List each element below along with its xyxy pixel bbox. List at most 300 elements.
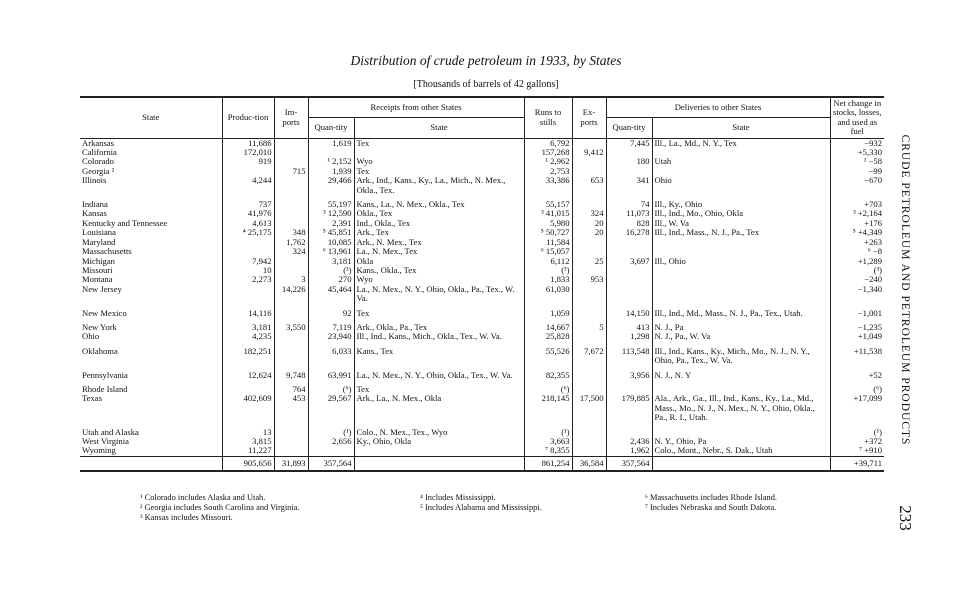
cell-exp: [572, 238, 606, 247]
cell-net: +52: [830, 371, 884, 380]
cell-ds: Ala., Ark., Ga., Ill., Ind., Kans., Ky., La., Md., Mass., Mo., N. J., N. Mex., N. Y., Ohio, Okla., Pa., R. I., Utah.: [652, 394, 830, 422]
running-head: [890, 120, 920, 460]
cell-exp: [572, 332, 606, 341]
cell-runs: 82,355: [524, 371, 572, 380]
cell-runs: 1,059: [524, 309, 572, 318]
running-head-text: CRUDE PETROLEUM AND PETROLEUM PRODUCTS: [899, 134, 911, 446]
cell-rq: 29,567: [308, 394, 354, 422]
cell-dq: 413: [606, 323, 652, 332]
cell-ds: [652, 266, 830, 275]
total-imp: 31,893: [274, 456, 308, 471]
table-row: [80, 209, 884, 218]
cell-exp: [572, 285, 606, 304]
cell-rq: ⁶ 13,961: [308, 247, 354, 256]
cell-prod: [222, 285, 274, 304]
cell-rq: 2,656: [308, 437, 354, 446]
table-row: [80, 167, 884, 176]
table-row: [80, 200, 884, 209]
cell-net: +5,330: [830, 148, 884, 157]
cell-runs: (⁶): [524, 385, 572, 394]
cell-rs: Ark., La., N. Mex., Okla: [354, 394, 524, 422]
cell-net: +1,049: [830, 332, 884, 341]
cell-imp: 14,226: [274, 285, 308, 304]
cell-ds: Ill., Ind., Mo., Ohio, Okla: [652, 209, 830, 218]
table-row: [80, 219, 884, 228]
cell-state: Indiana: [82, 200, 108, 210]
cell-imp: [274, 148, 308, 157]
cell-net: −932: [830, 138, 884, 148]
cell-rs: La., N. Mex., Tex: [354, 247, 524, 256]
cell-runs: (¹): [524, 428, 572, 437]
cell-rs: Colo., N. Mex., Tex., Wyo: [354, 428, 524, 437]
cell-exp: [572, 428, 606, 437]
cell-prod: 41,976: [222, 209, 274, 218]
cell-rq: 1,939: [308, 167, 354, 176]
table-row: [80, 347, 884, 366]
cell-net: (³): [830, 266, 884, 275]
cell-imp: [274, 266, 308, 275]
cell-dq: 1,298: [606, 332, 652, 341]
cell-imp: [274, 157, 308, 166]
cell-imp: 348: [274, 228, 308, 237]
cell-ds: N. J., Pa: [652, 323, 830, 332]
cell-rq: 270: [308, 275, 354, 284]
cell-exp: [572, 266, 606, 275]
cell-imp: [274, 437, 308, 446]
cell-exp: [572, 167, 606, 176]
cell-prod: 4,244: [222, 176, 274, 195]
footnote-5: ⁵ Includes Alabama and Mississippi.: [420, 503, 542, 512]
cell-net: +17,099: [830, 394, 884, 422]
table-row: [80, 332, 884, 341]
cell-prod: 11,227: [222, 446, 274, 456]
cell-dq: 2,436: [606, 437, 652, 446]
cell-rs: Wyo: [354, 157, 524, 166]
cell-exp: 653: [572, 176, 606, 195]
cell-runs: ¹ 2,962: [524, 157, 572, 166]
cell-ds: [652, 275, 830, 284]
footnote-4: ⁴ Includes Mississippi.: [420, 493, 496, 502]
cell-rq: 45,464: [308, 285, 354, 304]
table-row: [80, 394, 884, 422]
cell-prod: 3,181: [222, 323, 274, 332]
cell-prod: 172,010: [222, 148, 274, 157]
cell-dq: [606, 275, 652, 284]
cell-imp: 3,550: [274, 323, 308, 332]
cell-rs: Tex: [354, 167, 524, 176]
cell-runs: 55,157: [524, 200, 572, 209]
cell-ds: Colo., Mont., Nebr., S. Dak., Utah: [652, 446, 830, 456]
cell-state: Wyoming: [82, 446, 116, 456]
footnote-2: ² Georgia includes South Carolina and Virginia.: [140, 503, 300, 512]
cell-rs: Okla: [354, 257, 524, 266]
header-production: Produc-tion: [222, 97, 274, 138]
cell-ds: Ill., Ind., Kans., Ky., Mich., Mo., N. J., N. Y., Ohio, Pa., Tex., W. Va.: [652, 347, 830, 366]
cell-prod: [222, 247, 274, 256]
cell-prod: 11,686: [222, 138, 274, 148]
cell-net: ⁶ −8: [830, 247, 884, 256]
cell-prod: 14,116: [222, 309, 274, 318]
cell-rq: (¹): [308, 428, 354, 437]
cell-runs: 55,526: [524, 347, 572, 366]
cell-prod: 2,273: [222, 275, 274, 284]
cell-exp: 9,412: [572, 148, 606, 157]
table-row: [80, 238, 884, 247]
cell-prod: 12,624: [222, 371, 274, 380]
cell-ds: [652, 167, 830, 176]
cell-ds: Ill., Ky., Ohio: [652, 200, 830, 209]
cell-rs: La., N. Mex., N. Y., Ohio, Okla., Pa., Tex., W. Va.: [354, 285, 524, 304]
cell-dq: [606, 148, 652, 157]
cell-imp: [274, 446, 308, 456]
table-subtitle: [Thousands of barrels of 42 gallons]: [413, 79, 559, 90]
table-row: [80, 446, 884, 456]
cell-rq: 1,619: [308, 138, 354, 148]
cell-exp: 20: [572, 228, 606, 237]
cell-rs: [354, 148, 524, 157]
cell-dq: 1,962: [606, 446, 652, 456]
cell-ds: [652, 385, 830, 394]
cell-prod: 10: [222, 266, 274, 275]
cell-runs: 6,792: [524, 138, 572, 148]
table-row: [80, 266, 884, 275]
cell-rq: 92: [308, 309, 354, 318]
cell-net: +176: [830, 219, 884, 228]
total-rq: 357,564: [308, 456, 354, 471]
cell-state: Massachusetts: [82, 247, 132, 257]
header-net-change: Net change in stocks, losses, and used as fuel: [830, 97, 884, 138]
table-row: [80, 285, 884, 304]
cell-rs: Tex: [354, 309, 524, 318]
total-ds: [652, 456, 830, 471]
total-runs: 861,254: [524, 456, 572, 471]
header-deliveries: Deliveries to other States: [606, 97, 830, 118]
cell-state: Colorado: [82, 157, 114, 167]
cell-net: (⁶): [830, 385, 884, 394]
cell-rs: [354, 446, 524, 456]
cell-exp: [572, 247, 606, 256]
cell-ds: N. J., Pa., W. Va: [652, 332, 830, 341]
cell-net: −1,340: [830, 285, 884, 304]
header-receipts-state: State: [354, 118, 524, 138]
cell-exp: 17,500: [572, 394, 606, 422]
cell-state: Missouri: [82, 265, 113, 275]
cell-prod: [222, 167, 274, 176]
cell-runs: 61,030: [524, 285, 572, 304]
cell-imp: 324: [274, 247, 308, 256]
cell-exp: [572, 446, 606, 456]
cell-rs: Ark., Tex: [354, 228, 524, 237]
cell-ds: [652, 238, 830, 247]
cell-dq: 3,697: [606, 257, 652, 266]
page-number: 233: [895, 505, 915, 531]
cell-exp: 7,672: [572, 347, 606, 366]
cell-net: +263: [830, 238, 884, 247]
cell-exp: [572, 200, 606, 209]
cell-dq: 341: [606, 176, 652, 195]
cell-runs: ⁷ 8,355: [524, 446, 572, 456]
cell-net: ⁵ +4,349: [830, 228, 884, 237]
cell-rs: Okla., Tex: [354, 209, 524, 218]
cell-net: +703: [830, 200, 884, 209]
cell-rq: [308, 446, 354, 456]
header-state: State: [80, 97, 222, 138]
cell-ds: N. Y., Ohio, Pa: [652, 437, 830, 446]
cell-ds: Ill., La., Md., N. Y., Tex: [652, 138, 830, 148]
cell-rq: (⁶): [308, 385, 354, 394]
cell-prod: 402,609: [222, 394, 274, 422]
cell-prod: 737: [222, 200, 274, 209]
table-title: Distribution of crude petroleum in 1933, by States: [350, 53, 622, 68]
cell-dq: 14,150: [606, 309, 652, 318]
total-state: [80, 456, 222, 471]
cell-runs: 6,112: [524, 257, 572, 266]
cell-rq: 6,033: [308, 347, 354, 366]
cell-net: −1,235: [830, 323, 884, 332]
cell-rq: ³ 12,590: [308, 209, 354, 218]
cell-runs: 14,667: [524, 323, 572, 332]
cell-rs: Ind., Okla., Tex: [354, 219, 524, 228]
total-prod: 905,656: [222, 456, 274, 471]
cell-imp: [274, 200, 308, 209]
cell-exp: 953: [572, 275, 606, 284]
cell-state: Kansas: [82, 209, 107, 219]
cell-rq: ¹ 2,152: [308, 157, 354, 166]
cell-rq: 63,991: [308, 371, 354, 380]
cell-ds: [652, 285, 830, 304]
footnote-7: ⁷ Includes Nebraska and South Dakota.: [645, 503, 777, 512]
cell-net: ¹ −58: [830, 157, 884, 166]
table-row: [80, 385, 884, 394]
cell-exp: [572, 385, 606, 394]
cell-net: −1,001: [830, 309, 884, 318]
cell-rq: (³): [308, 266, 354, 275]
cell-state: West Virginia: [82, 437, 129, 446]
cell-rs: Kans., Tex: [354, 347, 524, 366]
cell-imp: [274, 176, 308, 195]
cell-state: Oklahoma: [82, 346, 118, 356]
cell-ds: Ohio: [652, 176, 830, 195]
cell-ds: [652, 148, 830, 157]
cell-rq: 23,940: [308, 332, 354, 341]
cell-imp: 1,762: [274, 238, 308, 247]
cell-exp: 25: [572, 257, 606, 266]
distribution-table: [80, 96, 884, 472]
cell-dq: [606, 385, 652, 394]
cell-rq: 10,085: [308, 238, 354, 247]
cell-imp: [274, 257, 308, 266]
cell-rq: [308, 148, 354, 157]
cell-net: (¹): [830, 428, 884, 437]
cell-imp: 9,748: [274, 371, 308, 380]
cell-state: Illinois: [82, 176, 107, 186]
cell-runs: 33,386: [524, 176, 572, 195]
cell-imp: [274, 347, 308, 366]
cell-dq: 11,073: [606, 209, 652, 218]
cell-runs: 1,833: [524, 275, 572, 284]
cell-imp: [274, 138, 308, 148]
cell-net: ⁷ +910: [830, 446, 884, 456]
header-receipts: Receipts from other States: [308, 97, 524, 118]
cell-rs: Ark., Okla., Pa., Tex: [354, 323, 524, 332]
table-row: [80, 257, 884, 266]
cell-rs: Ark., Ind., Kans., Ky., La., Mich., N. Mex., Okla., Tex.: [354, 176, 524, 195]
cell-net: +11,538: [830, 347, 884, 366]
cell-dq: [606, 247, 652, 256]
cell-exp: 324: [572, 209, 606, 218]
total-rs: [354, 456, 524, 471]
cell-exp: [572, 157, 606, 166]
cell-runs: 11,584: [524, 238, 572, 247]
cell-rs: Tex: [354, 385, 524, 394]
table-row: [80, 138, 884, 148]
cell-net: −99: [830, 167, 884, 176]
cell-state: Maryland: [82, 237, 116, 247]
cell-state: New Mexico: [82, 308, 127, 318]
table-row: [80, 275, 884, 284]
total-net: +39,711: [830, 456, 884, 471]
cell-rs: Kans., La., N. Mex., Okla., Tex: [354, 200, 524, 209]
cell-dq: [606, 238, 652, 247]
cell-prod: 3,815: [222, 437, 274, 446]
cell-ds: Ill., Ind., Md., Mass., N. J., Pa., Tex., Utah.: [652, 309, 830, 318]
cell-state: New York: [82, 322, 117, 332]
cell-ds: Ill., Ind., Mass., N. J., Pa., Tex: [652, 228, 830, 237]
cell-state: Montana: [82, 275, 113, 285]
cell-dq: 179,885: [606, 394, 652, 422]
cell-imp: 3: [274, 275, 308, 284]
cell-runs: 3,663: [524, 437, 572, 446]
cell-rs: Ill., Ind., Kans., Mich., Okla., Tex., W. Va.: [354, 332, 524, 341]
cell-imp: [274, 309, 308, 318]
header-exports: Ex-ports: [572, 97, 606, 138]
table-row: [80, 428, 884, 437]
cell-state: Georgia ²: [82, 166, 115, 176]
cell-prod: [222, 385, 274, 394]
cell-net: −240: [830, 275, 884, 284]
cell-runs: 157,268: [524, 148, 572, 157]
cell-state: Utah and Alaska: [82, 427, 139, 437]
cell-state: Arkansas: [82, 138, 114, 148]
cell-dq: [606, 266, 652, 275]
cell-rq: ⁵ 45,851: [308, 228, 354, 237]
cell-rs: Wyo: [354, 275, 524, 284]
cell-prod: 7,942: [222, 257, 274, 266]
header-imports: Im-ports: [274, 97, 308, 138]
cell-ds: [652, 247, 830, 256]
cell-dq: 113,548: [606, 347, 652, 366]
table-row: [80, 148, 884, 157]
cell-net: −670: [830, 176, 884, 195]
footnote-3: ³ Kansas includes Missouri.: [140, 513, 233, 522]
total-exp: 36,584: [572, 456, 606, 471]
table-row: [80, 371, 884, 380]
cell-imp: 715: [274, 167, 308, 176]
cell-exp: 20: [572, 219, 606, 228]
cell-rq: 29,466: [308, 176, 354, 195]
cell-prod: ⁴ 25,175: [222, 228, 274, 237]
cell-state: New Jersey: [82, 284, 122, 294]
cell-exp: [572, 437, 606, 446]
cell-runs: ³ 41,015: [524, 209, 572, 218]
table-row: [80, 437, 884, 446]
cell-exp: [572, 371, 606, 380]
footnote-6: ⁶ Massachusetts includes Rhode Island.: [645, 493, 778, 502]
cell-dq: [606, 285, 652, 304]
cell-ds: Utah: [652, 157, 830, 166]
cell-rq: 7,119: [308, 323, 354, 332]
table-row: [80, 323, 884, 332]
table-row: [80, 309, 884, 318]
total-dq: 357,564: [606, 456, 652, 471]
cell-dq: 16,278: [606, 228, 652, 237]
table-body: [80, 138, 884, 471]
cell-imp: 764: [274, 385, 308, 394]
cell-dq: 74: [606, 200, 652, 209]
cell-runs: (³): [524, 266, 572, 275]
table-row: [80, 228, 884, 237]
cell-state: Louisiana: [82, 228, 116, 238]
header-receipts-quantity: Quan-tity: [308, 118, 354, 138]
footnote-1: ¹ Colorado includes Alaska and Utah.: [140, 493, 266, 502]
cell-imp: [274, 332, 308, 341]
cell-state: Kentucky and Tennessee: [82, 218, 168, 228]
header-deliveries-quantity: Quan-tity: [606, 118, 652, 138]
header-runs: Runs to stills: [524, 97, 572, 138]
cell-rs: Tex: [354, 138, 524, 148]
cell-runs: ⁶ 15,057: [524, 247, 572, 256]
cell-rq: 2,391: [308, 219, 354, 228]
cell-net: +372: [830, 437, 884, 446]
cell-net: +1,289: [830, 257, 884, 266]
cell-ds: [652, 428, 830, 437]
cell-exp: [572, 138, 606, 148]
cell-runs: 2,753: [524, 167, 572, 176]
cell-rs: Ark., N. Mex., Tex: [354, 238, 524, 247]
cell-dq: [606, 167, 652, 176]
cell-rq: 55,197: [308, 200, 354, 209]
cell-imp: [274, 209, 308, 218]
cell-dq: 180: [606, 157, 652, 166]
header-deliveries-state: State: [652, 118, 830, 138]
cell-prod: 919: [222, 157, 274, 166]
cell-prod: 13: [222, 428, 274, 437]
cell-exp: 5: [572, 323, 606, 332]
cell-runs: 25,828: [524, 332, 572, 341]
table-row: [80, 247, 884, 256]
cell-rs: Kans., Okla., Tex: [354, 266, 524, 275]
cell-rs: Ky., Ohio, Okla: [354, 437, 524, 446]
cell-state: Ohio: [82, 332, 100, 342]
cell-dq: 828: [606, 219, 652, 228]
cell-state: Rhode Island: [82, 384, 128, 394]
cell-prod: 4,613: [222, 219, 274, 228]
cell-imp: 453: [274, 394, 308, 422]
cell-state: Texas: [82, 394, 102, 404]
cell-ds: Ill., W. Va: [652, 219, 830, 228]
cell-rq: 3,181: [308, 257, 354, 266]
cell-ds: N. J., N. Y: [652, 371, 830, 380]
cell-state: California: [82, 148, 117, 158]
cell-ds: Ill., Ohio: [652, 257, 830, 266]
cell-net: ³ +2,164: [830, 209, 884, 218]
cell-runs: 5,980: [524, 219, 572, 228]
cell-dq: 3,956: [606, 371, 652, 380]
cell-state: Michigan: [82, 256, 115, 266]
cell-state: Pennsylvania: [82, 370, 128, 380]
cell-prod: 182,251: [222, 347, 274, 366]
cell-dq: 7,445: [606, 138, 652, 148]
